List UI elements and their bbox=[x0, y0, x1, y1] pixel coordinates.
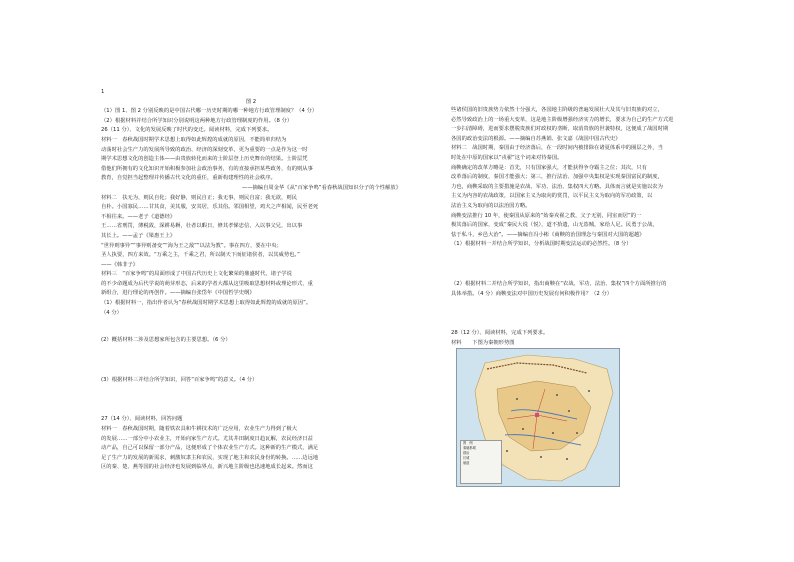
q27-heading: 27（14 分）、阅读材料，回答问题 bbox=[101, 416, 183, 423]
q27-material1-cont: 必然导致政治上的一场重大变革，这是地主阶级增强经济实力的增长，要求为自己的生产方式进 bbox=[451, 116, 674, 123]
q26-part1-score: （4 分） bbox=[101, 309, 122, 316]
q26-part3: (3）根据材料三并结合所学知识，回答“百家争鸣”的意义。（4 分） bbox=[101, 376, 258, 383]
q26-material2-line: “世异则事异”“事异则备变”“海为王之敌”“以法为教”。事在四方，要在中央； bbox=[101, 242, 282, 249]
q26-material3-line: 的不少命题成为后代学说的萌芽形态，后来的学者大都从这里吸取思想材料或理论形式，重 bbox=[101, 280, 313, 287]
q26-material1-source: ——摘编自周金华《从“百家争鸣”看春秋战国知识分子的个性解放》 bbox=[241, 184, 401, 191]
figure-caption: 图 2 bbox=[245, 98, 257, 105]
q28-heading: 28（12 分）、阅读材料，完成下列要求。 bbox=[451, 330, 549, 337]
legend-item: 秦朝都城 bbox=[463, 446, 476, 450]
q26-material2-line: 其长上。——孟子《梁惠王上》 bbox=[101, 232, 176, 239]
q26-material3-line: 新组合，进行理论的再创作。——摘编自张岱年《中国哲学史纲》 bbox=[101, 290, 255, 297]
q27-material1-line: 区的秦、楚、燕等国的社会经济也发展到临界点，新兴地主阶级也迅速地成长起来。然而这 bbox=[101, 464, 313, 471]
legend-item: 长城 bbox=[463, 456, 470, 460]
q26-material3-line: 材料三 “百家争鸣”的局面形成了中国古代历史上文化繁荣的鼎盛时代，诸子学说 bbox=[101, 271, 292, 278]
q27-material1-line: 材料一 春秋战国时期，随着铁农具和牛耕技术的广泛应用，农业生产力得到了极大 bbox=[101, 426, 297, 433]
q27-material2-line: 商鞅变法推行 10 年，使秦国从原来的“始秦戎翟之教，父子无别，同室而居”的一 bbox=[451, 212, 642, 219]
q27-material2-line: 极其落后的国家，变成“秦民大说（悦），道不拾遗，山无盗贼，家给人足。民勇于公战， bbox=[451, 222, 658, 229]
q27-material1-cont: 一步扫清障碍，进而要求摆脱贵族们对政权的垄断，取消贵族的世袭特权，这便成了战国时期 bbox=[451, 126, 669, 133]
q26-material1-line: 材料一 春秋战国时期学术思想上取得如此辉煌的成就的原因，不能简单归结为 bbox=[101, 136, 287, 143]
q27-part2-cont: 具体举措。（4 分）商鞅变法对中国历史发展有何积极作用？（2 分） bbox=[451, 290, 613, 297]
page-number: 1 bbox=[101, 89, 105, 95]
q27-material2-line: 改革落后的制度，秦国才能强大；第三，推行法治、加强中央集权是实现秦国富民的制度， bbox=[451, 174, 663, 181]
q26-part1: （1）根据材料一，指出作者认为“春秋战国时期学术思想上取得如此辉煌的成就的原因”。 bbox=[101, 300, 312, 307]
q27-material2-source: 怯于私斗，乡邑大治”。——摘编自冯小彬《商鞅的治国理念与秦国对大国的超越》 bbox=[451, 231, 645, 238]
q26-material1-line: 动荡时社会生产力的发展所导致的政治、经济的深刻变革，更为重要的一点是作为这一时 bbox=[101, 146, 308, 153]
q27-part2: （2）根据材料二并结合所学知识，指出商鞅在“农战、军功、法治、集权”四个方面所推行的 bbox=[451, 280, 667, 287]
legend-item: 郡治 bbox=[463, 451, 470, 455]
q26-material2-line: 不相往来。——老子《道德经》 bbox=[101, 213, 176, 220]
q27-material2-line: 主义为内容的农战政策，以国家主义为取向的赏罚，以平民主义为取向的军功政策，以 bbox=[451, 193, 653, 200]
q26-material2-line: ——《韩非子》 bbox=[101, 261, 139, 268]
q26-material1-line: 借他们所拥有的文化知识开始积极参加社会政治事务，有的直接承担某些政务，有的则从事 bbox=[101, 165, 313, 172]
q26-material2-line: 材料二 扶无为，则民自化；我好静，则民自正；我无事，则民自富；我无欲，则民 bbox=[101, 194, 297, 201]
q26-material1-line: 期学术思想文化的创造主体——由贵族转化而来的士阶层登上历史舞台的结果。士阶层凭 bbox=[101, 156, 308, 163]
q26-material2-line: 王……省刑罚，薄税敛，深耕易耨，壮者以暇日，修其孝悌忠信，入以事父兄，出以事 bbox=[101, 223, 303, 230]
q27-material1-line: 的发展……一部分中小农业主，开始向家生产方式。尤其井田制度日趋瓦解，农民经济日益 bbox=[101, 435, 313, 442]
q26-part2: (2）概括材料二涉及思想家所包含的主要思想。（6 分） bbox=[101, 337, 231, 344]
q26-heading: 26（11 分）、文化的发展反映了时代的变迁。阅读材料，完成下列要求。 bbox=[101, 127, 273, 134]
q27-material1-line: 足了生产力的发展的新需求，刺激奴隶主和农民，实现了地主和农民身份的转换。……边远地 bbox=[101, 454, 319, 461]
q26-material1-line: 教育，自觉担当起整理并传播古代文化的重任，重新构建理性的社会秩序。 bbox=[101, 175, 276, 182]
q26-material2-line: 圣人执要，四方来效。“万乘之主，千乘之君，所以制天下而征诸侯者，以其威势也。” bbox=[101, 252, 300, 259]
q27-material2-line: 时处在中原的国家以“戎翟”这个词来对待秦国。 bbox=[451, 154, 563, 161]
q27-part1: （1）根据材料一并结合所学知识，分析战国时期变法运动的必然性。（8 分） bbox=[451, 241, 632, 248]
q27-material2-line: 商鞅确定的改革方略是：首先，只有国家强大，才能获得争夺霸主之位；其次，只有 bbox=[451, 164, 647, 171]
legend-title: 图 例 bbox=[463, 441, 473, 445]
q27-material1-cont: 些诸侯国的旧贵族势力依然十分强大，各国地主阶级的普遍发展壮大及其与旧贵族的对立， bbox=[451, 107, 663, 113]
q25-part2: （2）根据材料并结合所学知识分别说明这两种地方行政管理制度的作用。（8 分） bbox=[101, 117, 293, 124]
q27-material2-line: 材料二 战国时期，秦国由于经济落后，在一段时间内被排除在诸夏体系中的圈层之外，当 bbox=[451, 145, 663, 152]
left-column bbox=[101, 88, 401, 473]
q27-material2-line: 法治主义为取向的以法治国方略。 bbox=[451, 202, 531, 209]
legend-item: 驰道 bbox=[463, 461, 470, 465]
q25-part1: （1）图 1、图 2 分别反映的是中国古代哪一历史时期的哪一种地方行政管理制度？（4 分） bbox=[101, 108, 318, 115]
q28-material-caption: 材料 下图为秦朝形势图 bbox=[451, 339, 515, 346]
q27-material1-line: 动产品，自己可以保留一部分产品，这便形成了个体农业生产方式。这种新的生产模式，满足 bbox=[101, 445, 319, 452]
map-legend bbox=[460, 440, 502, 484]
q27-material2-line: 力也，商鞅采取的主要措施是农战、军功、法治、集权四大方略。具体而言就是实施以农为 bbox=[451, 183, 663, 190]
capital-marker bbox=[535, 413, 539, 417]
right-column bbox=[451, 106, 751, 348]
q27-material1-source: 各国的政治变法的根源。——摘编自苏燕娟、张文嘉《战国中国古代史》 bbox=[451, 135, 621, 142]
q26-material2-line: 自朴。小国寡民……甘其食，美其服，安其居，乐其俗。邻国相望，鸡犬之声相闻，民至老死 bbox=[101, 204, 319, 211]
